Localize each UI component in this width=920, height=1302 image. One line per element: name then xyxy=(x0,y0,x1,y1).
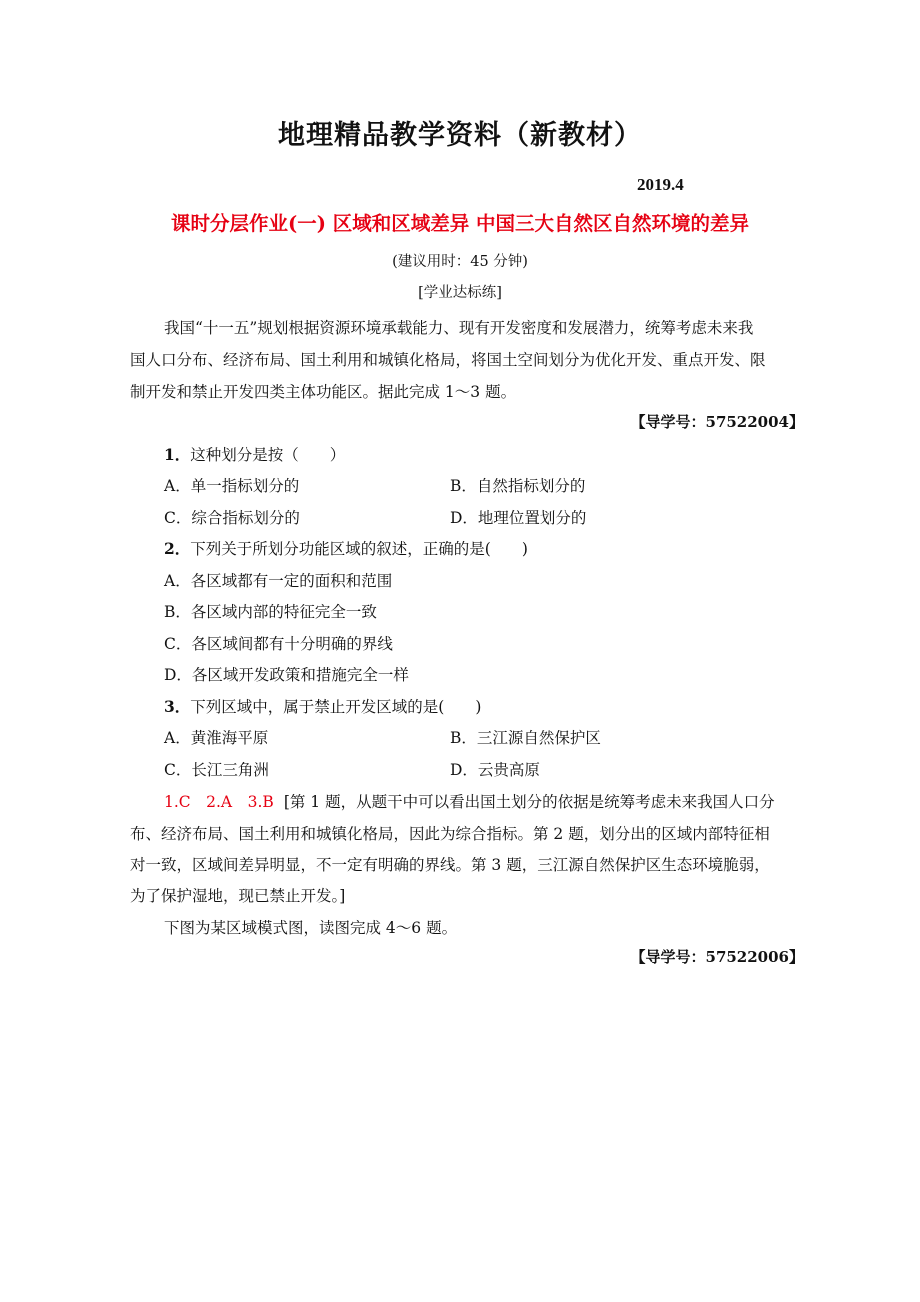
answer-explanation: 为了保护湿地，现已禁止开发。] xyxy=(130,887,346,905)
date: 2019.4 xyxy=(637,175,684,194)
answer-block xyxy=(164,790,775,812)
question-2 xyxy=(164,537,528,559)
option-c: C．长江三角洲 xyxy=(164,761,269,779)
answer-keys: 1.C 2.A 3.B xyxy=(164,793,274,811)
question-3 xyxy=(164,695,481,717)
option-b: B．各区域内部的特征完全一致 xyxy=(164,603,377,621)
guide-number: 【导学号：57522006】 xyxy=(630,948,804,966)
question-number: 3． xyxy=(164,697,191,716)
section-label: [学业达标练] xyxy=(418,285,502,301)
option-d: D．各区域开发政策和措施完全一样 xyxy=(164,666,409,684)
option-a: A．各区域都有一定的面积和范围 xyxy=(164,572,393,590)
question-number: 2． xyxy=(164,539,191,558)
passage-line: 制开发和禁止开发四类主体功能区。据此完成 1～3 题。 xyxy=(130,383,517,401)
lesson-subtitle: 课时分层作业(一) 区域和区域差异 中国三大自然区自然环境的差异 xyxy=(170,212,750,235)
passage-line: 国人口分布、经济布局、国土利用和城镇化格局，将国土空间划分为优化开发、重点开发、限 xyxy=(130,351,766,369)
option-a: A．单一指标划分的 xyxy=(164,477,300,495)
option-d: D．云贵高原 xyxy=(450,761,540,779)
answer-explanation: 对一致，区域间差异明显，不一定有明确的界线。第 3 题，三江源自然保护区生态环境脆弱， xyxy=(130,856,770,874)
question-1 xyxy=(164,443,345,465)
answer-explanation: [第 1 题，从题干中可以看出国土划分的依据是统筹考虑未来我国人口分 xyxy=(283,793,775,811)
question-stem: 下列区域中，属于禁止开发区域的是( ) xyxy=(190,698,482,716)
option-c: C．综合指标划分的 xyxy=(164,509,300,527)
option-b: B．三江源自然保护区 xyxy=(450,729,601,747)
option-d: D．地理位置划分的 xyxy=(450,509,587,527)
question-stem: 这种划分是按（ ） xyxy=(190,446,346,464)
question-number: 1． xyxy=(164,445,191,464)
passage-line: 下图为某区域模式图，读图完成 4～6 题。 xyxy=(164,919,458,937)
page-title: 地理精品教学资料（新教材） xyxy=(278,120,642,151)
option-b: B．自然指标划分的 xyxy=(450,477,586,495)
guide-number: 【导学号：57522004】 xyxy=(630,413,804,431)
passage-line: 我国“十一五”规划根据资源环境承载能力、现有开发密度和发展潜力，统筹考虑未来我 xyxy=(164,319,754,337)
question-stem: 下列关于所划分功能区域的叙述，正确的是( ) xyxy=(190,540,528,558)
answer-explanation: 布、经济布局、国土利用和城镇化格局，因此为综合指标。第 2 题，划分出的区域内部特征相 xyxy=(130,825,770,843)
option-a: A．黄淮海平原 xyxy=(164,729,269,747)
time-hint: (建议用时：45 分钟) xyxy=(392,254,528,270)
option-c: C．各区域间都有十分明确的界线 xyxy=(164,635,393,653)
